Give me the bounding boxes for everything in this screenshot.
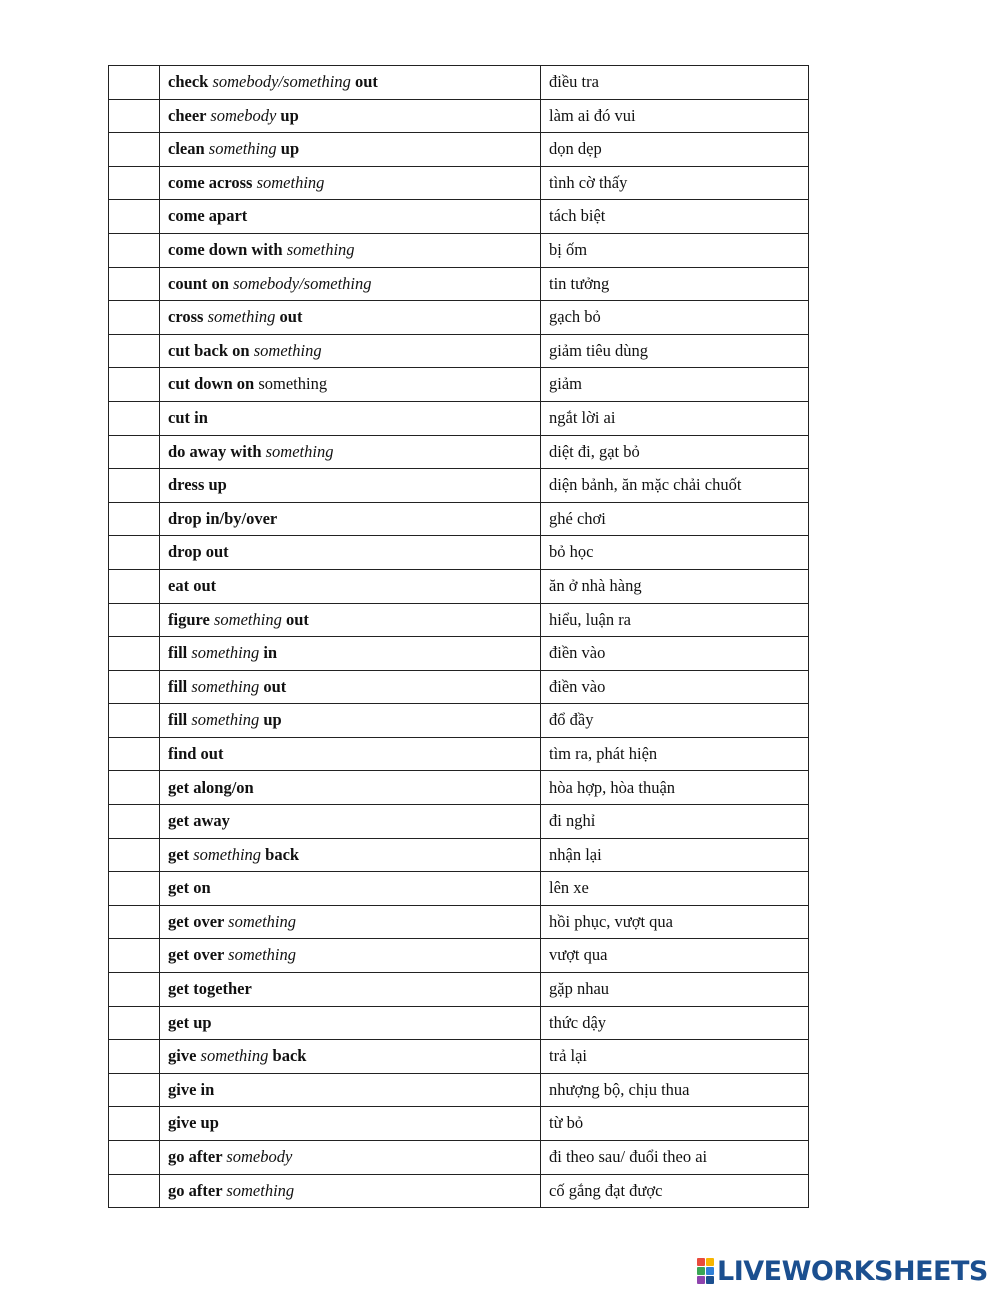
table-row <box>109 670 809 704</box>
phrase-segment: out <box>259 676 287 696</box>
table-row <box>109 200 809 234</box>
phrase-segment: come across <box>168 172 257 192</box>
row-number-cell <box>109 973 160 1007</box>
row-number-cell <box>109 1141 160 1175</box>
row-number-cell <box>109 670 160 704</box>
phrase-segment: find out <box>168 743 224 763</box>
phrase-segment: something <box>191 710 260 730</box>
row-number-cell <box>109 838 160 872</box>
phrase-segment: get <box>168 844 194 864</box>
phrase-segment: something <box>265 441 334 461</box>
meaning-cell: giảm <box>541 368 809 402</box>
phrasal-verb-cell <box>160 670 541 704</box>
meaning-cell: ghé chơi <box>541 502 809 536</box>
row-number-cell <box>109 133 160 167</box>
phrase-segment: somebody/something <box>212 72 351 92</box>
logo-tile <box>706 1267 714 1275</box>
phrase-segment: cut back on <box>168 340 254 360</box>
phrasal-verb-cell <box>160 200 541 234</box>
phrase-segment: get along/on <box>168 777 254 797</box>
table-row <box>109 301 809 335</box>
phrasal-verb-cell <box>160 536 541 570</box>
meaning-cell: diện bảnh, ăn mặc chải chuốt <box>541 469 809 503</box>
phrase-segment: in <box>259 643 278 663</box>
phrase-segment: fill <box>168 676 192 696</box>
phrase-segment: back <box>261 844 300 864</box>
phrasal-verb-cell <box>160 637 541 671</box>
phrase-segment: get away <box>168 811 230 831</box>
table-row <box>109 233 809 267</box>
phrasal-verb-cell <box>160 401 541 435</box>
phrase-segment: something <box>253 340 322 360</box>
meaning-cell: nhượng bộ, chịu thua <box>541 1073 809 1107</box>
table-row <box>109 502 809 536</box>
liveworksheets-logo <box>697 1256 988 1286</box>
meaning-cell: diệt đi, gạt bỏ <box>541 435 809 469</box>
meaning-cell: bị ốm <box>541 233 809 267</box>
row-number-cell <box>109 637 160 671</box>
meaning-cell: bỏ học <box>541 536 809 570</box>
phrasal-verb-cell <box>160 805 541 839</box>
phrase-segment: something <box>226 1180 295 1200</box>
row-number-cell <box>109 469 160 503</box>
table-row <box>109 536 809 570</box>
phrase-segment: something <box>200 1046 269 1066</box>
phrasal-verb-cell <box>160 267 541 301</box>
phrasal-verb-cell <box>160 301 541 335</box>
phrase-segment: up <box>276 105 299 125</box>
phrase-segment: give up <box>168 1113 219 1133</box>
row-number-cell <box>109 99 160 133</box>
row-number-cell <box>109 502 160 536</box>
table-row <box>109 133 809 167</box>
meaning-cell: tách biệt <box>541 200 809 234</box>
phrase-segment: count on <box>168 273 234 293</box>
table-row <box>109 603 809 637</box>
meaning-cell: hồi phục, vượt qua <box>541 905 809 939</box>
meaning-cell: đi theo sau/ đuổi theo ai <box>541 1141 809 1175</box>
phrase-segment: dress up <box>168 475 227 495</box>
phrase-segment: do away with <box>168 441 266 461</box>
phrase-segment: give in <box>168 1079 215 1099</box>
table-row <box>109 368 809 402</box>
logo-tile <box>697 1267 705 1275</box>
phrase-segment: something <box>191 643 260 663</box>
table-row <box>109 939 809 973</box>
row-number-cell <box>109 805 160 839</box>
table-row <box>109 973 809 1007</box>
phrase-segment: something <box>213 609 282 629</box>
table-row <box>109 805 809 839</box>
phrase-segment: somebody <box>226 1147 293 1167</box>
phrase-segment: out <box>275 307 303 327</box>
phrasal-verb-cell <box>160 133 541 167</box>
meaning-cell: nhận lại <box>541 838 809 872</box>
phrase-segment: somebody <box>210 105 277 125</box>
phrasal-verb-cell <box>160 872 541 906</box>
phrasal-verb-cell <box>160 737 541 771</box>
table-row <box>109 334 809 368</box>
table-row <box>109 435 809 469</box>
logo-text: LIVEWORKSHEETS <box>717 1255 988 1287</box>
logo-tile <box>706 1258 714 1266</box>
meaning-cell: hiểu, luận ra <box>541 603 809 637</box>
row-number-cell <box>109 1107 160 1141</box>
row-number-cell <box>109 704 160 738</box>
phrasal-verb-cell <box>160 905 541 939</box>
phrase-segment: back <box>268 1046 307 1066</box>
meaning-cell: điền vào <box>541 637 809 671</box>
row-number-cell <box>109 737 160 771</box>
meaning-cell: vượt qua <box>541 939 809 973</box>
phrase-segment: something <box>286 240 355 260</box>
table-row <box>109 1073 809 1107</box>
table-row <box>109 166 809 200</box>
meaning-cell: trả lại <box>541 1040 809 1074</box>
meaning-cell: giảm tiêu dùng <box>541 334 809 368</box>
table-row <box>109 737 809 771</box>
phrasal-verb-cell <box>160 469 541 503</box>
phrase-segment: come apart <box>168 206 248 226</box>
phrase-segment: clean <box>168 139 209 159</box>
phrase-segment: up <box>276 139 300 159</box>
meaning-cell: cố gắng đạt được <box>541 1174 809 1208</box>
meaning-cell: ngắt lời ai <box>541 401 809 435</box>
row-number-cell <box>109 872 160 906</box>
phrasal-verb-cell <box>160 771 541 805</box>
meaning-cell: gặp nhau <box>541 973 809 1007</box>
table-row <box>109 1141 809 1175</box>
table-row <box>109 1174 809 1208</box>
table-row <box>109 1006 809 1040</box>
phrase-segment: out <box>281 609 309 629</box>
table-row <box>109 469 809 503</box>
phrase-segment: get together <box>168 979 252 999</box>
table-row <box>109 704 809 738</box>
phrasal-verb-table <box>108 65 809 1208</box>
meaning-cell: thức dậy <box>541 1006 809 1040</box>
row-number-cell <box>109 267 160 301</box>
table-row <box>109 838 809 872</box>
row-number-cell <box>109 1006 160 1040</box>
phrasal-verb-cell <box>160 1006 541 1040</box>
logo-icon <box>697 1258 714 1284</box>
phrase-segment: get on <box>168 878 211 898</box>
row-number-cell <box>109 1174 160 1208</box>
table-row <box>109 569 809 603</box>
meaning-cell: gạch bỏ <box>541 301 809 335</box>
phrasal-verb-cell <box>160 939 541 973</box>
row-number-cell <box>109 233 160 267</box>
phrase-segment: up <box>259 710 282 730</box>
phrasal-verb-cell <box>160 973 541 1007</box>
row-number-cell <box>109 66 160 100</box>
phrase-segment: something <box>191 676 260 696</box>
row-number-cell <box>109 368 160 402</box>
phrasal-verb-cell <box>160 1174 541 1208</box>
row-number-cell <box>109 435 160 469</box>
phrase-segment: give <box>168 1046 201 1066</box>
row-number-cell <box>109 569 160 603</box>
phrase-segment: something <box>228 945 297 965</box>
phrase-segment: cross <box>168 307 208 327</box>
row-number-cell <box>109 771 160 805</box>
table-row <box>109 66 809 100</box>
meaning-cell: điều tra <box>541 66 809 100</box>
phrase-segment: something <box>208 139 277 159</box>
phrase-segment: get over <box>168 911 229 931</box>
row-number-cell <box>109 200 160 234</box>
row-number-cell <box>109 939 160 973</box>
phrase-segment: come down with <box>168 240 287 260</box>
logo-tile <box>697 1276 705 1284</box>
phrasal-verb-cell <box>160 1141 541 1175</box>
phrase-segment: something <box>207 307 276 327</box>
meaning-cell: làm ai đó vui <box>541 99 809 133</box>
phrasal-verb-cell <box>160 166 541 200</box>
phrase-segment: cut in <box>168 407 208 427</box>
table-row <box>109 905 809 939</box>
meaning-cell: tin tưởng <box>541 267 809 301</box>
phrase-segment: fill <box>168 710 192 730</box>
table-row <box>109 771 809 805</box>
phrase-segment: something <box>228 911 297 931</box>
meaning-cell: điền vào <box>541 670 809 704</box>
row-number-cell <box>109 334 160 368</box>
phrasal-verb-cell <box>160 569 541 603</box>
row-number-cell <box>109 301 160 335</box>
table-row <box>109 637 809 671</box>
phrase-segment: drop out <box>168 542 229 562</box>
meaning-cell: từ bỏ <box>541 1107 809 1141</box>
phrasal-verb-cell <box>160 99 541 133</box>
meaning-cell: hòa hợp, hòa thuận <box>541 771 809 805</box>
phrasal-verb-cell <box>160 502 541 536</box>
phrase-segment: figure <box>168 609 214 629</box>
phrasal-verb-cell <box>160 603 541 637</box>
table-row <box>109 401 809 435</box>
row-number-cell <box>109 166 160 200</box>
meaning-cell: tìm ra, phát hiện <box>541 737 809 771</box>
phrasal-verb-cell <box>160 1107 541 1141</box>
table-row <box>109 1040 809 1074</box>
logo-tile <box>697 1258 705 1266</box>
phrasal-verb-cell <box>160 435 541 469</box>
row-number-cell <box>109 603 160 637</box>
row-number-cell <box>109 1040 160 1074</box>
meaning-cell: đổ đầy <box>541 704 809 738</box>
phrase-segment: somebody/something <box>233 273 372 293</box>
phrase-segment: check <box>168 72 213 92</box>
phrase-segment: cut down on <box>168 374 259 394</box>
phrasal-verb-cell <box>160 1073 541 1107</box>
phrase-segment: out <box>350 72 378 92</box>
phrase-segment: something <box>258 374 328 394</box>
meaning-cell: tình cờ thấy <box>541 166 809 200</box>
logo-tile <box>706 1276 714 1284</box>
phrasal-verb-cell <box>160 233 541 267</box>
table-row <box>109 1107 809 1141</box>
phrase-segment: eat out <box>168 575 217 595</box>
phrasal-verb-cell <box>160 66 541 100</box>
phrase-segment: get over <box>168 945 229 965</box>
phrasal-verb-cell <box>160 704 541 738</box>
phrase-segment: fill <box>168 643 192 663</box>
meaning-cell: ăn ở nhà hàng <box>541 569 809 603</box>
phrasal-verb-cell <box>160 334 541 368</box>
table-row <box>109 872 809 906</box>
phrase-segment: get up <box>168 1012 212 1032</box>
phrase-segment: something <box>193 844 262 864</box>
meaning-cell: dọn dẹp <box>541 133 809 167</box>
meaning-cell: lên xe <box>541 872 809 906</box>
phrase-segment: go after <box>168 1180 227 1200</box>
row-number-cell <box>109 905 160 939</box>
table-row <box>109 267 809 301</box>
phrasal-verb-cell <box>160 1040 541 1074</box>
row-number-cell <box>109 1073 160 1107</box>
meaning-cell: đi nghỉ <box>541 805 809 839</box>
row-number-cell <box>109 401 160 435</box>
row-number-cell <box>109 536 160 570</box>
phrase-segment: go after <box>168 1147 227 1167</box>
phrase-segment: something <box>256 172 325 192</box>
phrasal-verb-cell <box>160 368 541 402</box>
table-body <box>109 66 809 1208</box>
table-row <box>109 99 809 133</box>
phrasal-verb-cell <box>160 838 541 872</box>
phrase-segment: drop in/by/over <box>168 508 278 528</box>
phrase-segment: cheer <box>168 105 211 125</box>
